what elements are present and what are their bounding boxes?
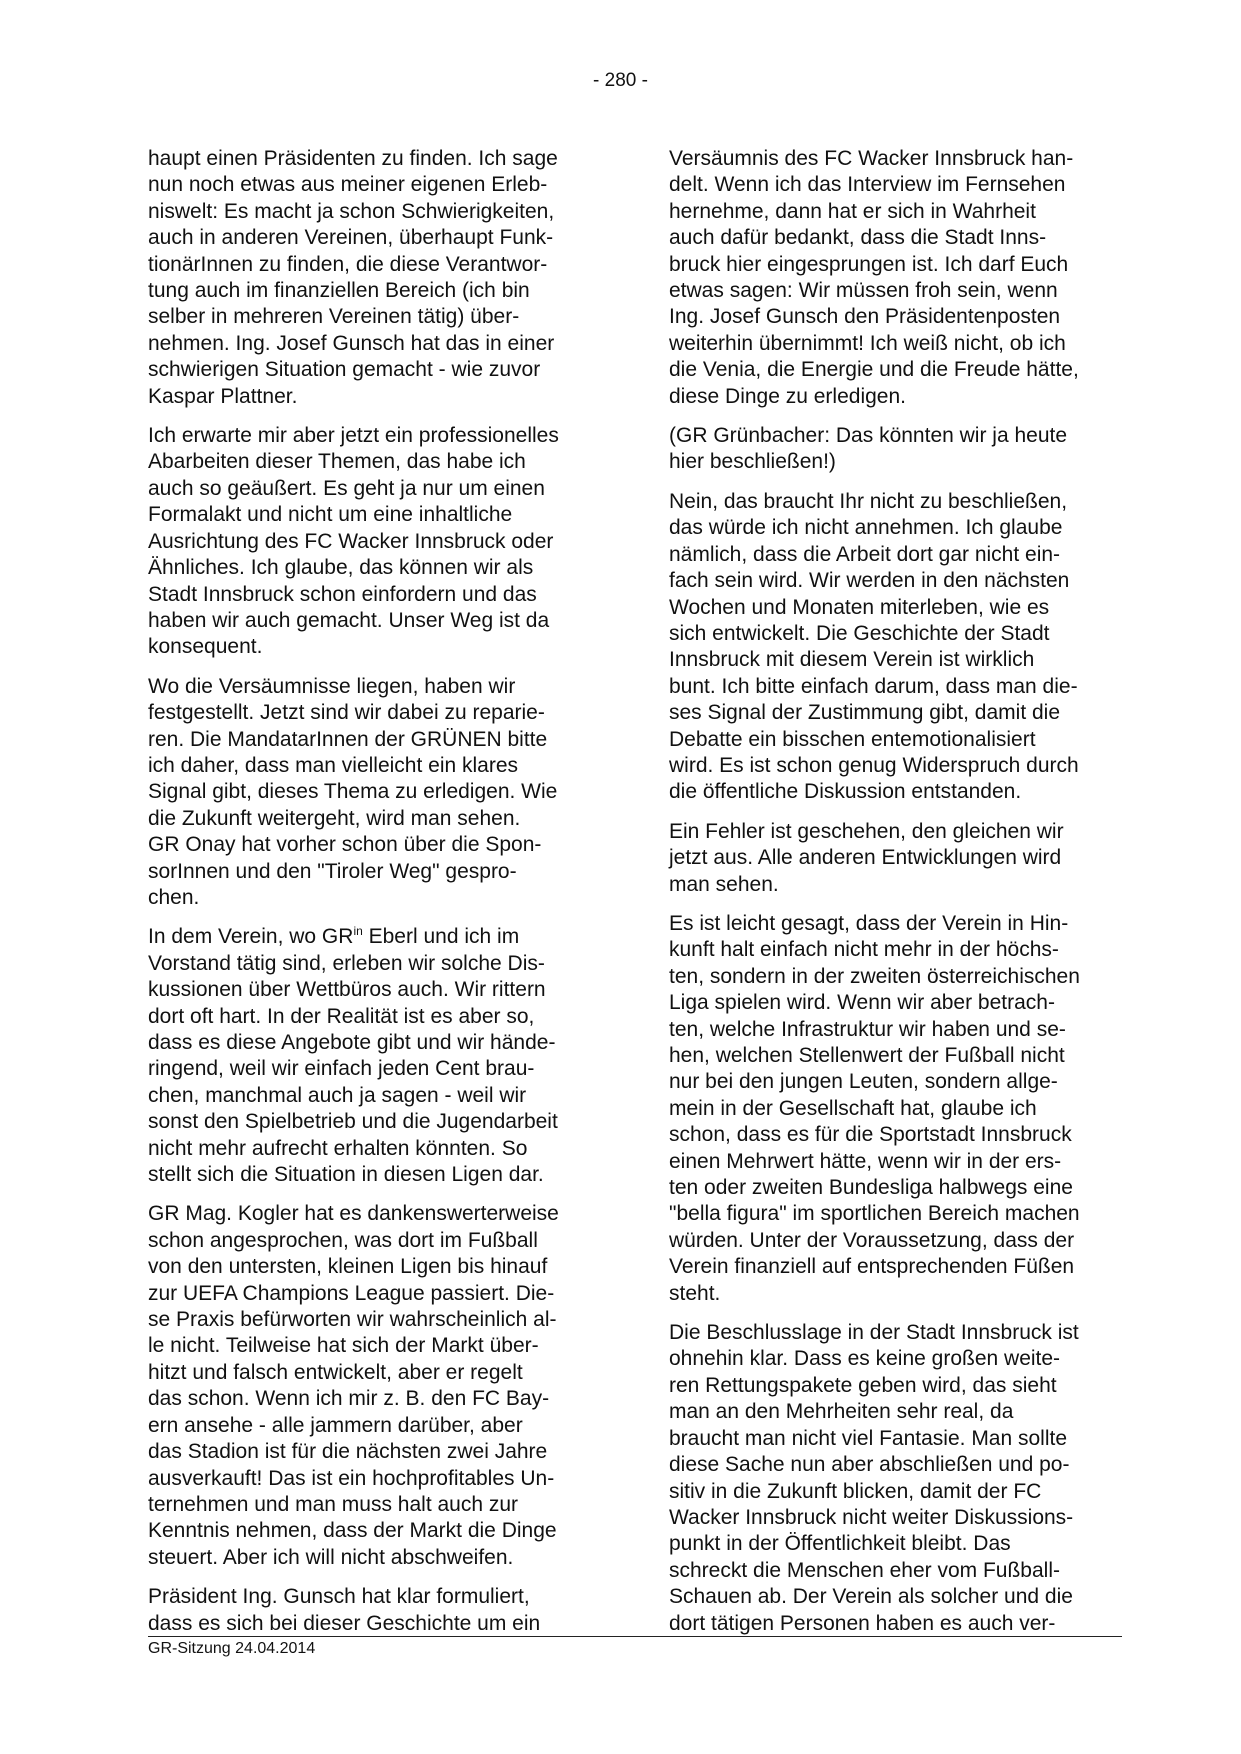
paragraph [669, 146, 1095, 410]
text-line: nehmen. Ing. Josef Gunsch hat das in einer [148, 331, 555, 355]
text-segment: In dem Verein, wo GR [148, 925, 354, 949]
text-line: dort tätigen Personen haben es auch ver- [669, 1611, 1056, 1635]
text-line: sitiv in die Zukunft blicken, damit der FC [669, 1479, 1042, 1503]
text-line: fach sein wird. Wir werden in den nächsten [669, 569, 1070, 593]
text-line: haben wir auch gemacht. Unser Weg ist da [148, 608, 550, 632]
text-line: Kaspar Plattner. [148, 384, 298, 408]
text-line: etwas sagen: Wir müssen froh sein, wenn [669, 279, 1058, 303]
text-line: ten, sondern in der zweiten österreichischen [669, 964, 1080, 988]
text-line: Die Beschlusslage in der Stadt Innsbruck ist [669, 1321, 1079, 1345]
text-line: Verein finanziell auf entsprechenden Füßen [669, 1255, 1075, 1279]
paragraph [148, 674, 574, 912]
text-line: GR Mag. Kogler hat es dankenswerterweise [148, 1202, 559, 1226]
text-line: Debatte ein bisschen entemotionalisiert [669, 727, 1036, 751]
text-line: le nicht. Teilweise hat sich der Markt über- [148, 1334, 539, 1358]
text-line: das schon. Wenn ich mir z. B. den FC Bay- [148, 1387, 550, 1411]
text-line: ern ansehe - alle jammern darüber, aber [148, 1413, 523, 1437]
text-line: sonst den Spielbetrieb und die Jugendarbeit [148, 1110, 558, 1134]
text-line: ses Signal der Zustimmung gibt, damit die [669, 701, 1061, 725]
text-line: sorInnen und den "Tiroler Weg" gespro- [148, 859, 517, 883]
text-line: auch so geäußert. Es geht ja nur um einen [148, 476, 545, 500]
text-line: konsequent. [148, 635, 263, 659]
footer-divider [148, 1636, 1122, 1637]
paragraph [148, 924, 574, 1188]
text-line: nur bei den jungen Leuten, sondern allge- [669, 1070, 1058, 1094]
text-line: wird. Es ist schon genug Widerspruch durch [669, 753, 1079, 777]
right-column [669, 146, 1095, 1650]
text-line: Wochen und Monaten miterleben, wie es [669, 595, 1050, 619]
page-number: - 280 - [593, 70, 648, 91]
text-line: tung auch im finanziellen Bereich (ich bin [148, 279, 530, 303]
text-line: steuert. Aber ich will nicht abschweifen. [148, 1545, 514, 1569]
text-line: ternehmen und man muss halt auch zur [148, 1492, 519, 1516]
text-line: festgestellt. Jetzt sind wir dabei zu reparie- [148, 701, 545, 725]
text-line: zur UEFA Champions League passiert. Die- [148, 1281, 555, 1305]
text-line: dass es sich bei dieser Geschichte um ein [148, 1611, 541, 1635]
text-line: selber in mehreren Vereinen tätig) über- [148, 305, 520, 329]
interjection-paragraph [669, 423, 1095, 476]
paragraph [669, 489, 1095, 806]
text-line: ren. Die MandatarInnen der GRÜNEN bitte [148, 727, 548, 751]
text-line: ten oder zweiten Bundesliga halbwegs eine [669, 1176, 1073, 1200]
text-line: ten, welche Infrastruktur wir haben und se- [669, 1017, 1066, 1041]
text-line: ausverkauft! Das ist ein hochprofitables Un- [148, 1466, 555, 1490]
left-column [148, 146, 574, 1650]
text-line: schreckt die Menschen eher vom Fußball- [669, 1558, 1060, 1582]
text-line: bunt. Ich bitte einfach darum, dass man die- [669, 674, 1078, 698]
text-line: se Praxis befürworten wir wahrscheinlich al- [148, 1308, 557, 1332]
text-line: dort oft hart. In der Realität ist es aber so, [148, 1004, 535, 1028]
text-line: hen, welchen Stellenwert der Fußball nicht [669, 1044, 1065, 1067]
text-line: die öffentliche Diskussion entstanden. [669, 780, 1022, 804]
text-line: bruck hier eingesprungen ist. Ich darf Euch [669, 252, 1069, 276]
text-line: ohnehin klar. Dass es keine großen weite- [669, 1347, 1061, 1371]
text-line: Ein Fehler ist geschehen, den gleichen wir [669, 819, 1064, 843]
text-line: Stadt Innsbruck schon einfordern und das [148, 582, 537, 606]
text-line: Es ist leicht gesagt, dass der Verein in Hin- [669, 911, 1069, 935]
text-line: hitzt und falsch entwickelt, aber er regelt [148, 1360, 523, 1384]
text-line: das würde ich nicht annehmen. Ich glaube [669, 516, 1063, 540]
text-line: tionärInnen zu finden, die diese Verantwor- [148, 252, 548, 276]
text-line: Schauen ab. Der Verein als solcher und die [669, 1585, 1073, 1609]
text-line: Ähnliches. Ich glaube, das können wir als [148, 556, 534, 580]
paragraph [148, 1201, 574, 1571]
text-line: schon angesprochen, was dort im Fußball [148, 1228, 538, 1252]
text-line: niswelt: Es macht ja schon Schwierigkeiten, [148, 199, 555, 223]
text-line: Signal gibt, dieses Thema zu erledigen. Wie [148, 780, 558, 804]
text-line: GR Onay hat vorher schon über die Spon- [148, 833, 542, 857]
superscript: in [353, 924, 363, 939]
text-line: nämlich, dass die Arbeit dort gar nicht ein- [669, 542, 1061, 566]
text-line: Liga spielen wird. Wenn wir aber betrach- [669, 991, 1055, 1015]
paragraph [669, 819, 1095, 898]
text-line: von den untersten, kleinen Ligen bis hinauf [148, 1255, 548, 1279]
text-line: chen. [148, 885, 200, 909]
text-line: Abarbeiten dieser Themen, das habe ich [148, 450, 526, 474]
text-line: hernehme, dann hat er sich in Wahrheit [669, 199, 1036, 223]
text-line: ren Rettungspakete geben wird, das sieht [669, 1373, 1057, 1397]
text-line: diese Dinge zu erledigen. [669, 384, 906, 408]
text-line: steht. [669, 1281, 721, 1305]
text-line: die Zukunft weitergeht, wird man sehen. [148, 806, 521, 830]
text-line: nun noch etwas aus meiner eigenen Erleb- [148, 173, 548, 197]
text-line: kunft halt einfach nicht mehr in der höchs- [669, 938, 1059, 962]
text-line: haupt einen Präsidenten zu finden. Ich sage [148, 147, 558, 170]
text-line: schwierigen Situation gemacht - wie zuvor [148, 358, 541, 382]
text-line: einen Mehrwert hätte, wenn wir in der ers- [669, 1149, 1062, 1173]
text-line: punkt in der Öffentlichkeit bleibt. Das [669, 1532, 1011, 1556]
text-line: braucht man nicht viel Fantasie. Man sollte [669, 1426, 1068, 1450]
text-line: diese Sache nun aber abschließen und po- [669, 1453, 1070, 1477]
text-line: Nein, das braucht Ihr nicht zu beschließen, [669, 489, 1068, 513]
text-line: Formalakt und nicht um eine inhaltliche [148, 503, 513, 527]
text-line: Kenntnis nehmen, dass der Markt die Dinge [148, 1519, 557, 1543]
text-line: Präsident Ing. Gunsch hat klar formuliert, [148, 1585, 530, 1609]
paragraph [148, 1584, 574, 1637]
text-line: jetzt aus. Alle anderen Entwicklungen wird [669, 846, 1062, 870]
text-line: sich entwickelt. Die Geschichte der Stadt [669, 621, 1050, 645]
text-line: Ausrichtung des FC Wacker Innsbruck oder [148, 529, 554, 553]
footer-session-date: GR-Sitzung 24.04.2014 [148, 1640, 316, 1657]
paragraph [148, 423, 574, 661]
text-line: dass es diese Angebote gibt und wir hände- [148, 1031, 556, 1054]
text-line: man an den Mehrheiten sehr real, da [669, 1400, 1014, 1424]
paragraph [669, 1320, 1095, 1637]
text-line: delt. Wenn ich das Interview im Fernsehen [669, 173, 1066, 197]
text-line: stellt sich die Situation in diesen Ligen dar. [148, 1163, 544, 1187]
text-line: "bella figura" im sportlichen Bereich machen [669, 1202, 1080, 1226]
text-line: auch in anderen Vereinen, überhaupt Funk- [148, 226, 554, 250]
text-line: chen, manchmal auch ja sagen - weil wir [148, 1083, 527, 1107]
text-line: Vorstand tätig sind, erleben wir solche Dis- [148, 951, 545, 975]
text-line: (GR Grünbacher: Das könnten wir ja heute [669, 424, 1068, 448]
text-line: ich daher, dass man vielleicht ein klares [148, 753, 519, 777]
text-line: die Venia, die Energie und die Freude hätte, [669, 358, 1079, 382]
text-line: weiterhin übernimmt! Ich weiß nicht, ob ich [669, 331, 1066, 355]
text-line: Wacker Innsbruck nicht weiter Diskussions- [669, 1505, 1074, 1529]
text-line: Ich erwarte mir aber jetzt ein professionelles [148, 424, 559, 448]
text-line: schon, dass es für die Sportstadt Innsbruck [669, 1123, 1072, 1147]
text-line: mein in der Gesellschaft hat, glaube ich [669, 1096, 1037, 1120]
paragraph [148, 146, 574, 410]
text-line: kussionen über Wettbüros auch. Wir rittern [148, 978, 546, 1002]
text-line: ringend, weil wir einfach jeden Cent brau- [148, 1057, 535, 1081]
text-line: das Stadion ist für die nächsten zwei Jahre [148, 1440, 548, 1464]
text-line: Versäumnis des FC Wacker Innsbruck han- [669, 147, 1074, 170]
text-line: Innsbruck mit diesem Verein ist wirklich [669, 648, 1035, 672]
text-line: hier beschließen!) [669, 450, 836, 474]
text-line: man sehen. [669, 872, 779, 896]
text-line: Wo die Versäumnisse liegen, haben wir [148, 674, 516, 698]
text-line: nicht mehr aufrecht erhalten könnten. So [148, 1136, 528, 1160]
text-line: Ing. Josef Gunsch den Präsidentenposten [669, 305, 1061, 329]
text-segment: Eberl und ich im [362, 925, 520, 949]
text-line: würden. Unter der Voraussetzung, dass der [669, 1228, 1075, 1252]
text-line: auch dafür bedankt, dass die Stadt Inns- [669, 226, 1047, 250]
text-line [148, 924, 574, 950]
paragraph [669, 911, 1095, 1307]
